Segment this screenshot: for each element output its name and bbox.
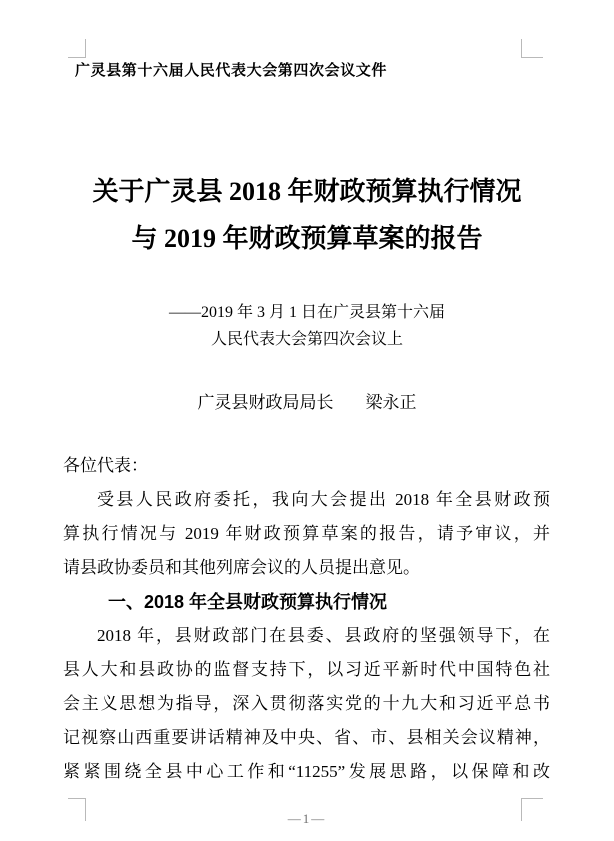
section-heading: 一、2018 年全县财政预算执行情况 [108,592,388,612]
subtitle-line-1: ——2019 年 3 月 1 日在广灵县第十六届 [168,304,445,321]
title-line-1: 关于广灵县 2018 年财政预算执行情况 [92,177,522,206]
body-line: 请县政协委员和其他列席会议的人员提出意见。 [63,558,420,577]
speaker-line [0,388,614,413]
body-line: 紧紧围绕全县中心工作和“11255”发展思路，以保障和改 [63,762,550,781]
body-line: 记视察山西重要讲话精神及中央、省、市、县相关会议精神， [63,728,550,747]
document-header-banner: 广灵县第十六届人民代表大会第四次会议文件 [75,63,388,79]
body-line: 会主义思想为指导，深入贯彻落实党的十九大和习近平总书 [63,694,550,713]
crop-mark-top-left [68,39,86,58]
meeting-subtitle [0,299,614,353]
document-body [63,449,550,789]
speaker-role: 广灵县财政局局长 [197,393,334,412]
body-line: 2018 年，县财政部门在县委、县政府的坚强领导下，在 [97,626,550,645]
body-line: 县人大和县政协的监督支持下，以习近平新时代中国特色社 [63,660,550,679]
subtitle-line-2: 人民代表大会第四次会议上 [210,331,403,348]
salutation: 各位代表： [63,456,148,475]
page-number: —1— [287,811,327,826]
document-title [0,168,614,262]
title-line-2: 与 2019 年财政预算草案的报告 [131,224,483,253]
crop-mark-top-right [521,39,543,58]
body-line: 算执行情况与 2019 年财政预算草案的报告，请予审议，并 [63,524,550,543]
speaker-name: 梁永正 [365,393,417,412]
body-line: 受县人民政府委托，我向大会提出 2018 年全县财政预 [97,490,550,509]
